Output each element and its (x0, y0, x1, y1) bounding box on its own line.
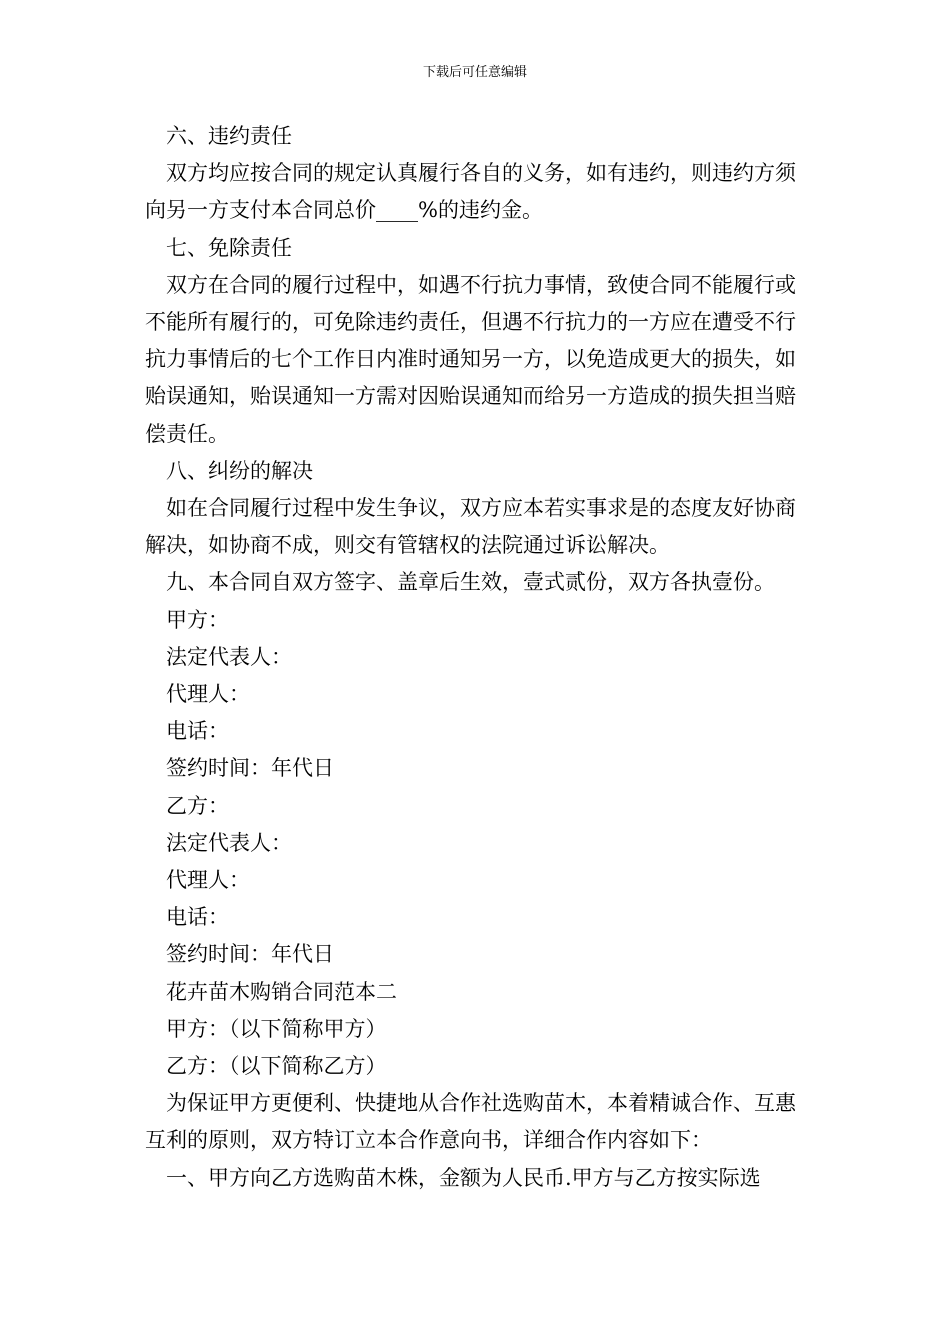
party-b-agent: 代理人： (166, 868, 250, 893)
document-body (145, 118, 810, 1197)
page-header: 下载后可任意编辑 (422, 65, 527, 80)
paragraph-intent: 为保证甲方更便利、快捷地从合作社选购苗木，本着精诚合作、互惠互利的原则，双方特订立本合作意向书，详细合作内容如下： (145, 1091, 796, 1153)
paragraph-effective: 九、本合同自双方签字、盖章后生效，壹式贰份，双方各执壹份。 (166, 570, 775, 595)
contract-template-title: 花卉苗木购销合同范本二 (166, 979, 397, 1004)
template-party-a: 甲方：（以下简称甲方） (166, 1016, 387, 1041)
party-b-label: 乙方： (166, 793, 229, 818)
section-title-breach: 六、违约责任 (166, 124, 292, 148)
party-a-agent: 代理人： (166, 682, 250, 707)
party-a-sign-date: 签约时间：年代日 (166, 756, 334, 781)
template-party-b: 乙方：（以下简称乙方） (166, 1054, 387, 1079)
party-b-legal-rep: 法定代表人： (166, 830, 292, 855)
paragraph-item-one: 一、甲方向乙方选购苗木株，金额为人民币.甲方与乙方按实际选 (166, 1165, 761, 1190)
paragraph-exemption: 双方在合同的履行过程中，如遇不行抗力事情，致使合同不能履行或不能所有履行的，可免除违约责任，但遇不行抗力的一方应在遭受不行抗力事情后的七个工作日内准时通知另一方，以免造成更大的损失，如贻误通知，贻误通知一方需对因贻误通知而给另一方造成的损失担当赔偿责任。 (145, 272, 796, 446)
section-title-exemption: 七、免除责任 (166, 235, 292, 260)
section-title-dispute: 八、纠纷的解决 (166, 458, 313, 483)
party-b-phone: 电话： (166, 905, 229, 930)
paragraph-dispute: 如在合同履行过程中发生争议，双方应本若实事求是的态度友好协商解决，如协商不成，则交有管辖权的法院通过诉讼解决。 (145, 496, 796, 558)
party-a-phone: 电话： (166, 719, 229, 744)
party-b-sign-date: 签约时间：年代日 (166, 942, 334, 967)
party-a-legal-rep: 法定代表人： (166, 644, 292, 669)
party-a-label: 甲方： (166, 607, 229, 632)
paragraph-breach: 双方均应按合同的规定认真履行各自的义务，如有违约，则违约方须向另一方支付本合同总价____%的违约金。 (145, 161, 796, 223)
